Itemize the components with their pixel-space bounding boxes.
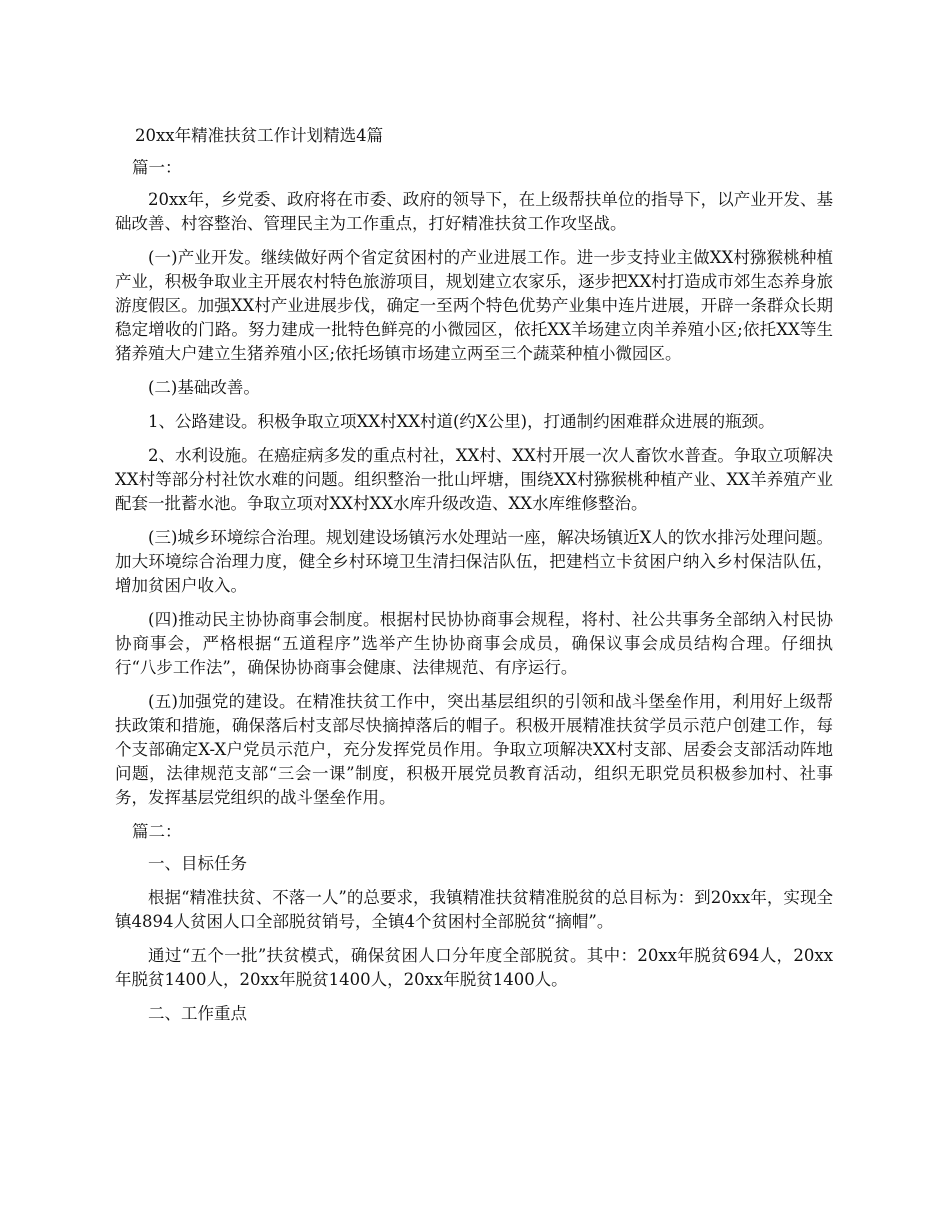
paragraph-heading: 一、目标任务 [148,854,247,873]
paragraph: 20xx年，乡党委、政府将在市委、政府的领导下，在上级帮扶单位的指导下，以产业开发、基础改善、村容整治、管理民主为工作重点，打好精准扶贫工作攻坚战。 [115,190,833,233]
paragraph: (五)加强党的建设。在精准扶贫工作中，突出基层组织的引领和战斗堡垒作用，利用好上级帮扶政策和措施，确保落后村支部尽快摘掉落后的帽子。积极开展精准扶贫学员示范户创建工作，每个支部确定X-X户党员示范户，充分发挥党员作用。争取立项解决XX村支部、居委会支部活动阵地问题，法律规范支部“三会一课”制度，积极开展党员教育活动，组织无职党员积极参加村、社事务，发挥基层党组织的战斗堡垒作用。 [115,692,833,807]
paragraph: (四)推动民主协协商事会制度。根据村民协协商事会规程，将村、社公共事务全部纳入村民协协商事会，严格根据“五道程序”选举产生协协商事会成员，确保议事会成员结构合理。仔细执行“八步工作法”，确保协协商事会健康、法律规范、有序运行。 [115,610,833,677]
document-title: 20xx年精准扶贫工作计划精选4篇 [135,126,384,145]
section-label-1: 篇一： [132,158,182,177]
paragraph: 根据“精准扶贫、不落一人”的总要求，我镇精准扶贫精准脱贫的总目标为：到20xx年，实现全镇4894人贫困人口全部脱贫销号，全镇4个贫困村全部脱贫“摘帽”。 [115,888,833,931]
document-body [115,124,833,1036]
section-label-2: 篇二： [132,822,182,841]
paragraph: (三)城乡环境综合治理。规划建设场镇污水处理站一座，解决场镇近X人的饮水排污处理问题。加大环境综合治理力度，健全乡村环境卫生清扫保洁队伍，把建档立卡贫困户纳入乡村保洁队伍，增加贫困户收入。 [115,528,833,595]
paragraph: (一)产业开发。继续做好两个省定贫困村的产业进展工作。进一步支持业主做XX村猕猴桃种植产业，积极争取业主开展农村特色旅游项目，规划建立农家乐，逐步把XX村打造成市郊生态养身旅游度假区。加强XX村产业进展步伐，确定一至两个特色优势产业集中连片进展，开辟一条群众长期稳定增收的门路。努力建成一批特色鲜亮的小微园区，依托XX羊场建立肉羊养殖小区;依托XX等生猪养殖大户建立生猪养殖小区;依托场镇市场建立两至三个蔬菜种植小微园区。 [115,248,833,363]
paragraph-heading: 二、工作重点 [148,1004,247,1023]
paragraph: 1、公路建设。积极争取立项XX村XX村道(约X公里)，打通制约困难群众进展的瓶颈。 [148,412,775,431]
paragraph-heading: (二)基础改善。 [148,378,260,397]
paragraph: 通过“五个一批”扶贫模式，确保贫困人口分年度全部脱贫。其中：20xx年脱贫694人，20xx年脱贫1400人，20xx年脱贫1400人，20xx年脱贫1400人。 [115,946,833,989]
paragraph: 2、水利设施。在癌症病多发的重点村社，XX村、XX村开展一次人畜饮水普查。争取立项解决XX村等部分村社饮水难的问题。组织整治一批山坪塘，围绕XX村猕猴桃种植产业、XX羊养殖产业配套一批蓄水池。争取立项对XX村XX水库升级改造、XX水库维修整治。 [115,446,833,513]
